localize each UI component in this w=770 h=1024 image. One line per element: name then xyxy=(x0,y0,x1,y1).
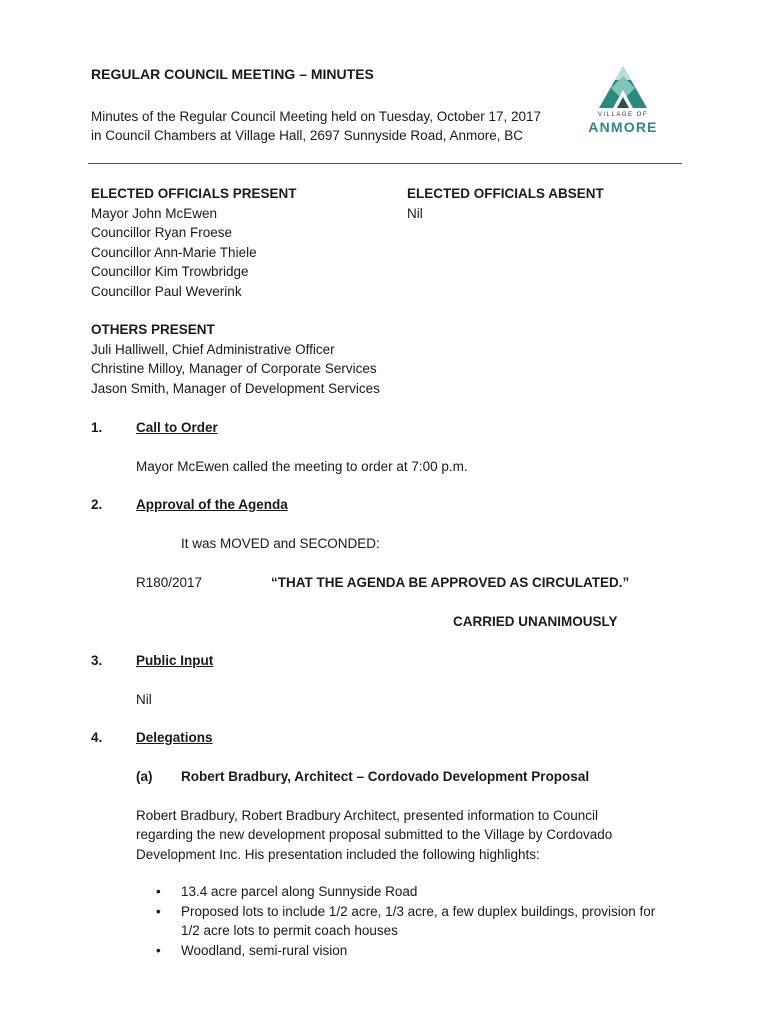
item-heading-public-input: Public Input xyxy=(136,653,214,668)
others-present-name: Christine Milloy, Manager of Corporate Services xyxy=(91,361,377,376)
highlights-list xyxy=(136,882,696,960)
item-number: 1. xyxy=(91,420,103,435)
delegation-paragraph-line: Robert Bradbury, Robert Bradbury Architect, presented information to Council xyxy=(136,808,598,823)
sub-item-heading: Robert Bradbury, Architect – Cordovado Development Proposal xyxy=(181,769,590,784)
elected-present-heading: ELECTED OFFICIALS PRESENT xyxy=(91,186,297,201)
moved-seconded-text: It was MOVED and SECONDED: xyxy=(181,536,380,551)
others-present-name: Juli Halliwell, Chief Administrative Officer xyxy=(91,342,335,357)
elected-present-name: Councillor Ann-Marie Thiele xyxy=(91,245,257,260)
elected-absent-heading: ELECTED OFFICIALS ABSENT xyxy=(407,186,604,201)
meeting-details-line-2: in Council Chambers at Village Hall, 2697 Sunnyside Road, Anmore, BC xyxy=(91,128,523,143)
item-heading-delegations: Delegations xyxy=(136,730,213,745)
bullet-icon: • xyxy=(156,903,161,919)
item-number: 3. xyxy=(91,653,103,668)
list-item: • Woodland, semi-rural vision xyxy=(136,941,696,961)
resolution-number: R180/2017 xyxy=(136,575,203,590)
public-input-text: Nil xyxy=(136,692,152,707)
elected-present-name: Councillor Paul Weverink xyxy=(91,284,242,299)
mountain-logo-icon xyxy=(585,64,661,112)
call-to-order-text: Mayor McEwen called the meeting to order at 7:00 p.m. xyxy=(136,459,468,474)
sub-item-label: (a) xyxy=(136,769,153,784)
others-present-heading: OTHERS PRESENT xyxy=(91,322,215,337)
resolution-text: “THAT THE AGENDA BE APPROVED AS CIRCULATED.” xyxy=(271,575,630,590)
list-item: • Proposed lots to include 1/2 acre, 1/3 acre, a few duplex buildings, provision for xyxy=(136,902,696,922)
list-item: • 13.4 acre parcel along Sunnyside Road xyxy=(136,882,696,902)
elected-present-name: Mayor John McEwen xyxy=(91,206,218,221)
elected-present-name: Councillor Kim Trowbridge xyxy=(91,264,249,279)
document-title: REGULAR COUNCIL MEETING – MINUTES xyxy=(91,66,374,82)
header-divider xyxy=(88,163,682,164)
item-heading-call-to-order: Call to Order xyxy=(136,420,218,435)
list-item-continuation: 1/2 acre lots to permit coach houses xyxy=(181,923,398,938)
bullet-icon: • xyxy=(156,884,161,899)
logo-village-of: VILLAGE OF xyxy=(597,112,648,118)
delegation-paragraph-line: Development Inc. His presentation included the following highlights: xyxy=(136,847,540,862)
logo-anmore: ANMORE xyxy=(588,119,658,135)
item-number: 4. xyxy=(91,730,103,745)
item-heading-approval-of-agenda: Approval of the Agenda xyxy=(136,497,288,512)
delegation-paragraph-line: regarding the new development proposal submitted to the Village by Cordovado xyxy=(136,827,613,842)
elected-present-name: Councillor Ryan Froese xyxy=(91,225,233,240)
resolution-result: CARRIED UNANIMOUSLY xyxy=(453,614,618,629)
meeting-details-line-1: Minutes of the Regular Council Meeting held on Tuesday, October 17, 2017 xyxy=(91,109,542,124)
elected-absent-value: Nil xyxy=(407,206,423,221)
item-number: 2. xyxy=(91,497,103,512)
bullet-icon: • xyxy=(156,942,161,958)
others-present-name: Jason Smith, Manager of Development Services xyxy=(91,381,380,396)
village-of-anmore-logo xyxy=(585,64,661,136)
